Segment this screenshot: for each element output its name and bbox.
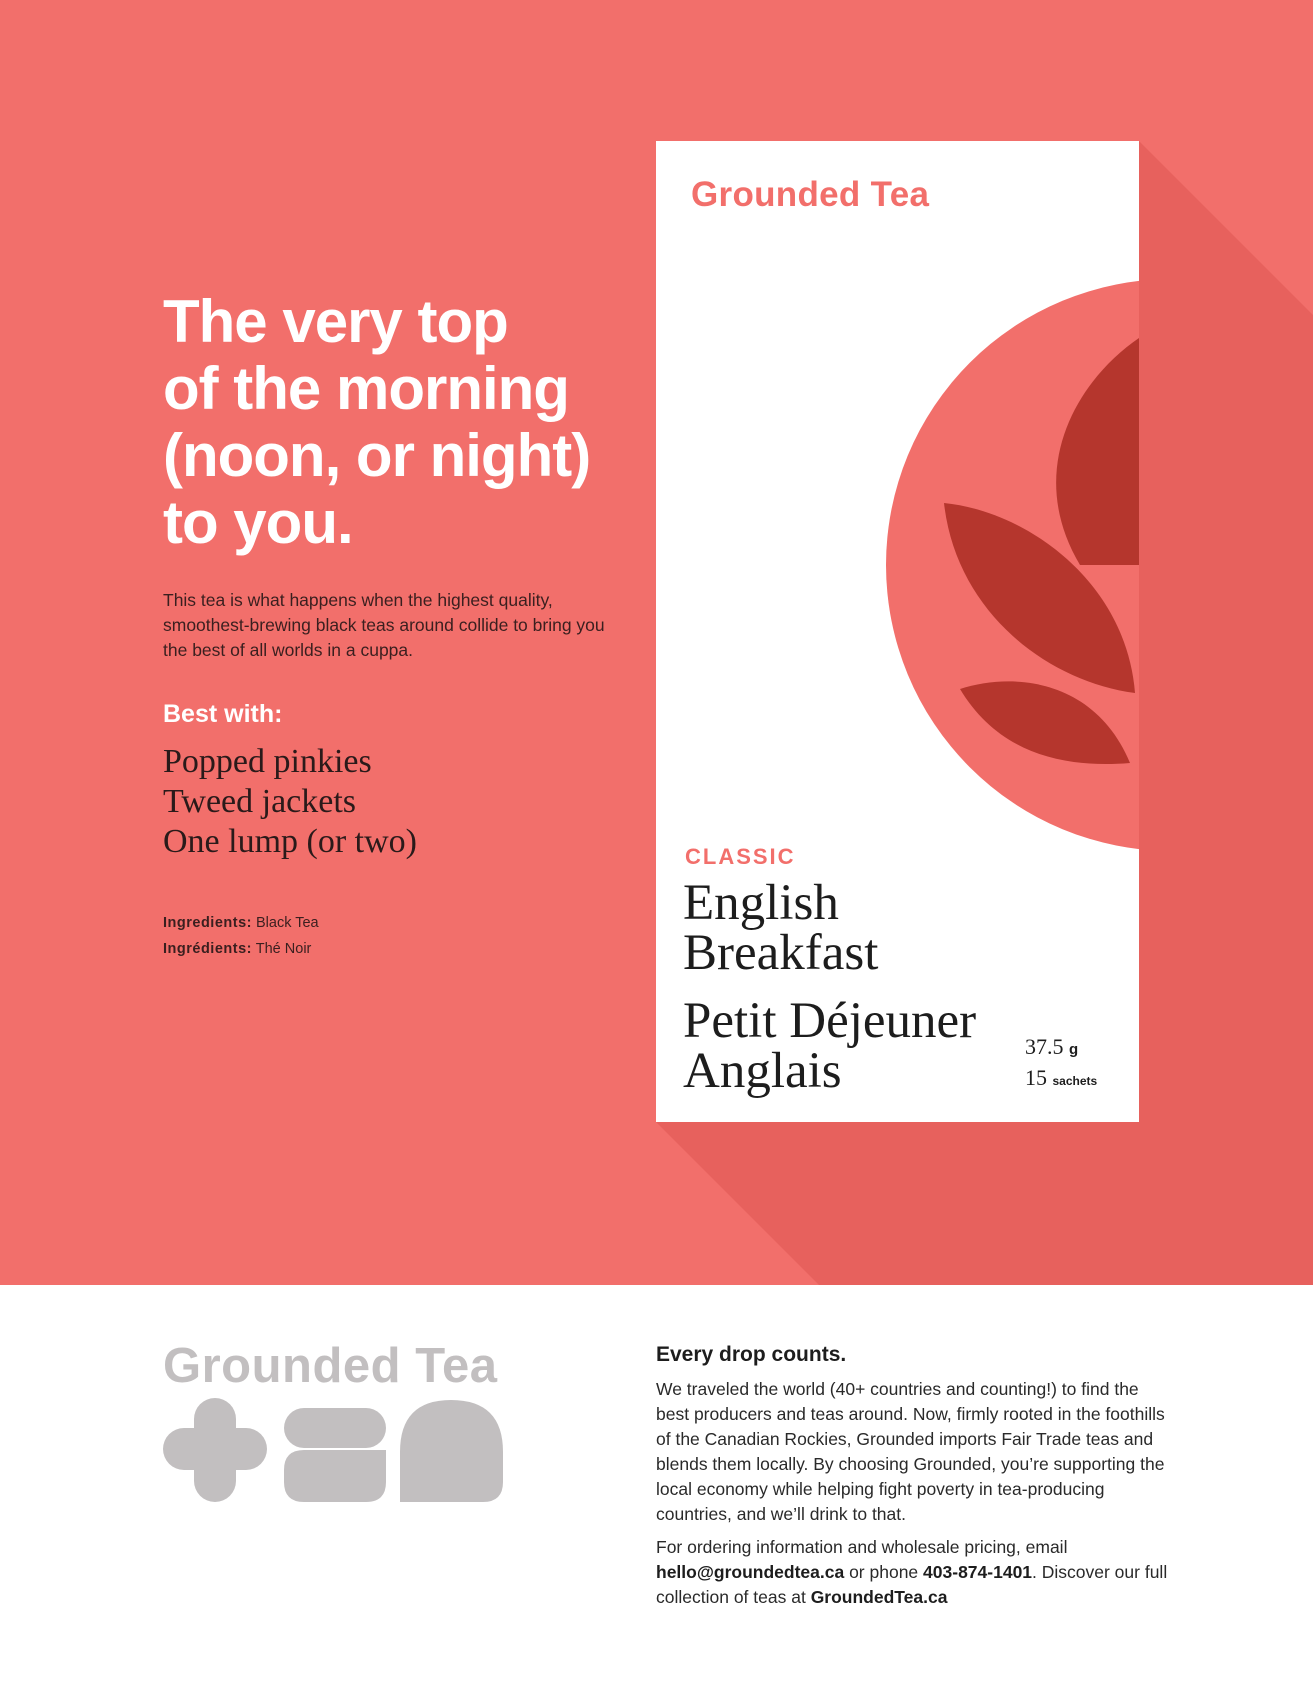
headline-line: (noon, or night) (163, 422, 591, 489)
phone-link[interactable]: 403-874-1401 (923, 1562, 1033, 1582)
email-link[interactable]: hello@groundedtea.ca (656, 1562, 845, 1582)
package-name-line: Petit Déjeuner (683, 993, 977, 1049)
headline-line: to you. (163, 489, 353, 556)
best-with-heading: Best with: (163, 700, 283, 728)
list-item: One lump (or two) (163, 823, 418, 860)
best-with-list (163, 742, 417, 862)
list-item: Tweed jackets (163, 783, 357, 820)
headline (163, 288, 683, 556)
ingredients-en-value: Black Tea (256, 915, 319, 931)
ingredients-fr-value: Thé Noir (255, 941, 312, 957)
headline-line: The very top (163, 288, 508, 355)
weight-unit: g (1069, 1041, 1079, 1058)
footer-contact (656, 1535, 1176, 1610)
count-unit: sachets (1052, 1074, 1098, 1088)
package-weight (1025, 1033, 1097, 1095)
contact-text: or phone (849, 1562, 919, 1582)
footer-heading: Every drop counts. (656, 1343, 847, 1366)
net-weight (1025, 1033, 1097, 1064)
headline-line: of the morning (163, 355, 569, 422)
list-item: Popped pinkies (163, 743, 372, 780)
weight-value: 37.5 (1025, 1034, 1064, 1059)
contact-text: . Discover our full collection of teas at (656, 1562, 1168, 1607)
sachet-count (1025, 1064, 1097, 1095)
ingredients-en-label: Ingredients: (163, 915, 252, 931)
ingredients-fr (163, 936, 319, 962)
package-name-line: Anglais (683, 1043, 842, 1099)
package-tag: CLASSIC (685, 844, 796, 869)
package-name-en (683, 875, 879, 981)
contact-text: For ordering information and wholesale pricing, email (656, 1537, 1068, 1557)
package-name-line: Breakfast (683, 925, 879, 981)
ingredients (163, 910, 319, 962)
package-brand: Grounded Tea (691, 175, 930, 214)
footer-logo-text: Grounded Tea (163, 1339, 498, 1393)
website-link[interactable]: GroundedTea.ca (810, 1587, 948, 1607)
ingredients-fr-label: Ingrédients: (163, 941, 252, 957)
package-name-line: English (683, 875, 839, 931)
ingredients-en (163, 910, 319, 936)
intro-text: This tea is what happens when the highest quality, smoothest-brewing black teas around collide to bring you the best of all worlds in a cuppa. (163, 590, 605, 660)
tea-glyph-icon (163, 1398, 503, 1508)
package-name-fr (683, 993, 977, 1099)
tea-package (656, 141, 1139, 1122)
footer-body: We traveled the world (40+ countries and counting!) to find the best producers and teas around. Now, firmly rooted in the foothills of the Canadian Rockies, Grounded imports Fair Trade teas and blends them locally. By choosing Grounded, you’re supporting the local economy while helping fight poverty in tea-producing countries, and we’ll drink to that. (656, 1379, 1165, 1524)
count-value: 15 (1025, 1065, 1047, 1090)
